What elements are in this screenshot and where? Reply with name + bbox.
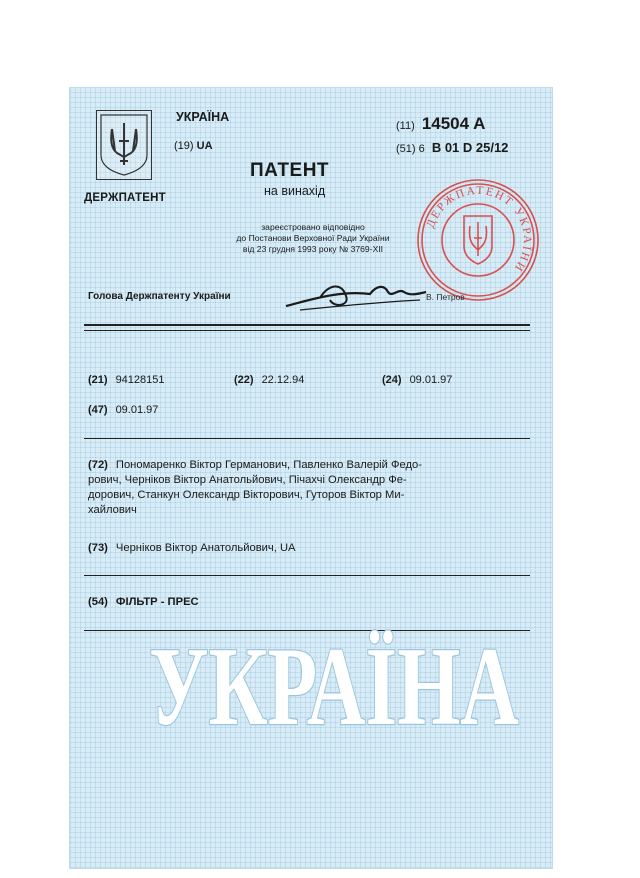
number-value: 14504 A — [421, 114, 486, 133]
document-subtitle: на винахід — [264, 184, 326, 198]
field-code: (22) — [234, 374, 254, 386]
country-name: УКРАЇНА — [176, 110, 230, 124]
inventors-line: дорович, Станкун Олександр Вікторович, Гуторов Віктор Ми- — [88, 489, 405, 501]
field-22 — [234, 374, 304, 386]
registration-line: зареєстровано відповідно — [261, 222, 365, 232]
divider — [84, 438, 530, 439]
effective-date: 09.01.97 — [409, 374, 453, 386]
patent-certificate — [70, 88, 552, 868]
divider — [84, 330, 530, 331]
signatory-name: В. Петров — [426, 292, 465, 302]
registration-line: до Постанови Верховної Ради України — [236, 233, 390, 243]
ukraine-watermark — [144, 596, 524, 766]
inventors-line: хайлович — [88, 504, 137, 516]
filing-date: 22.12.94 — [261, 374, 305, 386]
inventors-line: Пономаренко Віктор Германович, Павленко Валерій Федо- — [115, 459, 422, 471]
field-47 — [88, 404, 158, 416]
application-number: 94128151 — [115, 374, 165, 386]
svg-text:ДЕРЖПАТЕНТ УКРАЇНИ: ДЕРЖПАТЕНТ УКРАЇНИ — [424, 184, 534, 275]
owner-name: Черніков Віктор Анатольйович, UA — [115, 542, 296, 554]
patent-number — [396, 114, 485, 134]
inventors-line: рович, Черніков Віктор Анатольйович, Пічахчі Олександр Фе- — [88, 474, 407, 486]
registration-note — [198, 222, 428, 255]
invention-title: ФІЛЬТР - ПРЕС — [115, 596, 199, 608]
field-code: (24) — [382, 374, 402, 386]
field-code: (21) — [88, 374, 108, 386]
field-73-owner — [88, 542, 295, 554]
field-code: (73) — [88, 542, 108, 554]
field-24 — [382, 374, 452, 386]
svg-text:УКРАЇНА: УКРАЇНА — [149, 625, 520, 749]
signature-icon — [280, 276, 430, 316]
field-72-inventors — [88, 458, 528, 518]
field-code: (54) — [88, 596, 108, 608]
publication-date: 09.01.97 — [115, 404, 159, 416]
class-value: B 01 D 25/12 — [431, 140, 509, 155]
divider — [84, 575, 530, 576]
divider — [84, 324, 530, 326]
document-title: ПАТЕНТ — [250, 160, 330, 181]
official-seal — [414, 176, 542, 304]
field-code: (47) — [88, 404, 108, 416]
field-code: (72) — [88, 459, 108, 471]
patent-class — [396, 140, 508, 155]
field-21 — [88, 374, 165, 386]
registration-line: від 23 грудня 1993 року № 3769-XII — [242, 244, 384, 254]
office-name: ДЕРЖПАТЕНТ — [84, 192, 166, 204]
coat-of-arms-icon — [96, 110, 152, 180]
code-19-value: UA — [196, 140, 213, 152]
country-code — [174, 140, 213, 152]
code-19-label: (19) — [174, 140, 194, 152]
number-label: (11) — [396, 120, 415, 132]
signatory-title: Голова Держпатенту України — [88, 291, 231, 302]
class-label: (51) 6 — [396, 143, 425, 155]
